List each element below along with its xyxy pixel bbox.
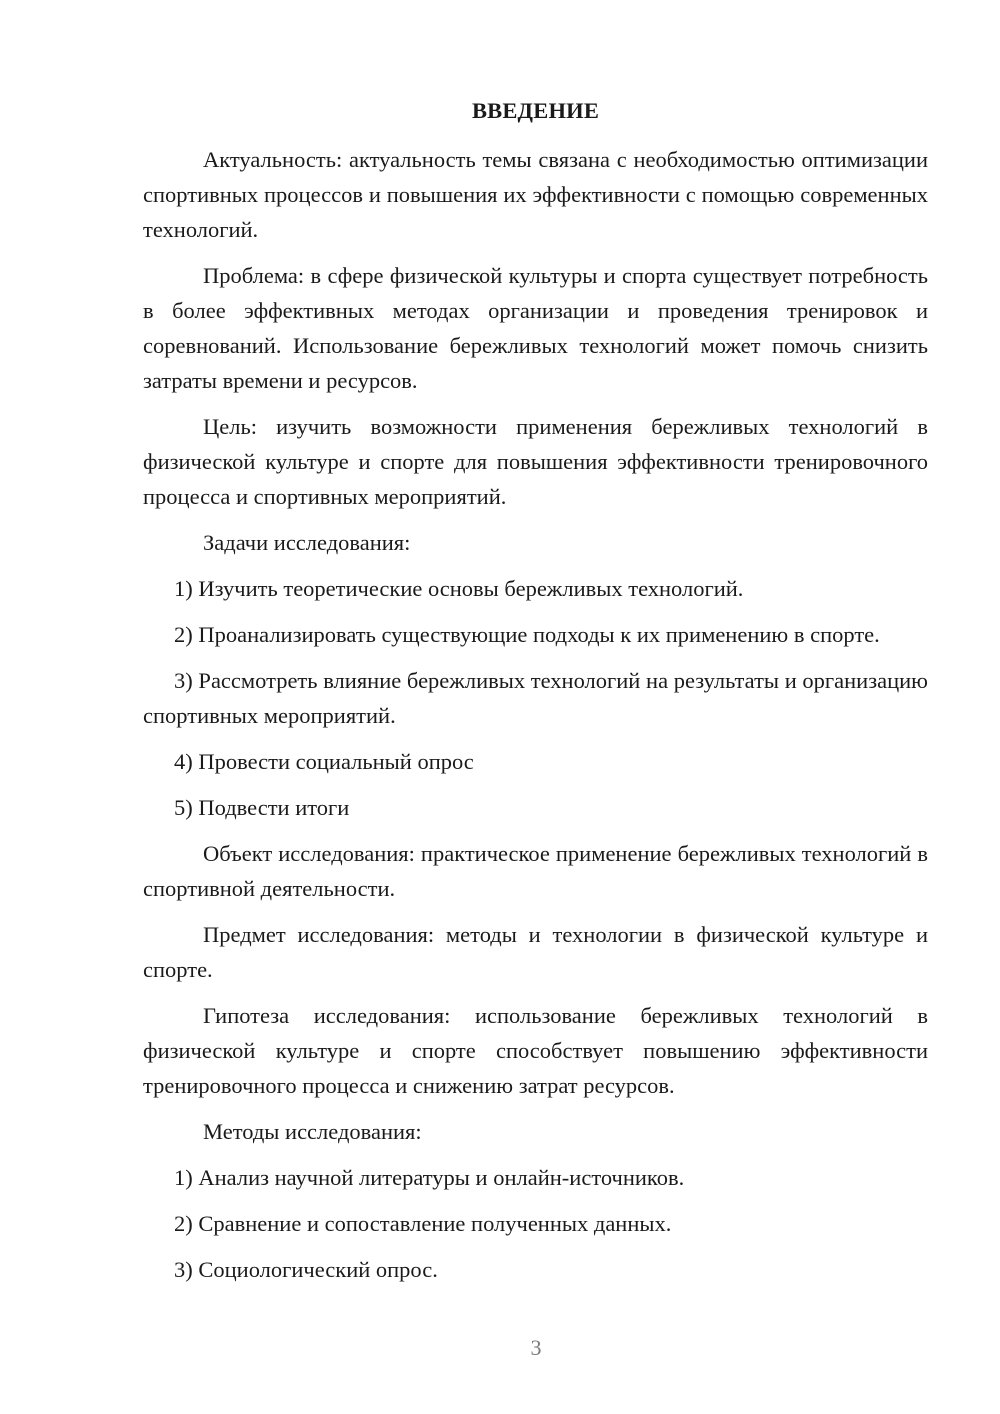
method-item: 1) Анализ научной литературы и онлайн-источников. <box>174 1165 685 1190</box>
task-item: 5) Подвести итоги <box>174 795 350 820</box>
task-item: 2) Проанализировать существующие подходы к их применению в спорте. <box>174 622 880 647</box>
task-item: 4) Провести социальный опрос <box>174 749 474 774</box>
task-item: 1) Изучить теоретические основы бережливых технологий. <box>174 576 744 601</box>
object-paragraph: Объект исследования: практическое применение бережливых технологий в спортивной деятельности. <box>143 841 928 901</box>
page-title: ВВЕДЕНИЕ <box>471 98 600 123</box>
method-item: 3) Социологический опрос. <box>174 1257 438 1282</box>
hypothesis-paragraph: Гипотеза исследования: использование бережливых технологий в физической культуре и спорте способствует повышению эффективности тренировочного процесса и снижению затрат ресурсов. <box>143 1003 928 1098</box>
document-body <box>143 142 928 1298</box>
task-item: 3) Рассмотреть влияние бережливых технологий на результаты и организацию спортивных мероприятий. <box>143 668 928 728</box>
tasks-heading: Задачи исследования: <box>203 530 411 555</box>
page-number: 3 <box>530 1335 542 1360</box>
method-item: 2) Сравнение и сопоставление полученных данных. <box>174 1211 672 1236</box>
relevance-paragraph: Актуальность: актуальность темы связана с необходимостью оптимизации спортивных процессов и повышения их эффективности с помощью современных технологий. <box>143 147 928 242</box>
goal-paragraph: Цель: изучить возможности применения бережливых технологий в физической культуре и спорте для повышения эффективности тренировочного процесса и спортивных мероприятий. <box>143 414 928 509</box>
problem-paragraph: Проблема: в сфере физической культуры и спорта существует потребность в более эффективных методах организации и проведения тренировок и соревнований. Использование бережливых технологий может помочь снизить затраты времени и ресурсов. <box>143 263 928 393</box>
subject-paragraph: Предмет исследования: методы и технологии в физической культуре и спорте. <box>143 922 928 982</box>
methods-heading: Методы исследования: <box>203 1119 422 1144</box>
